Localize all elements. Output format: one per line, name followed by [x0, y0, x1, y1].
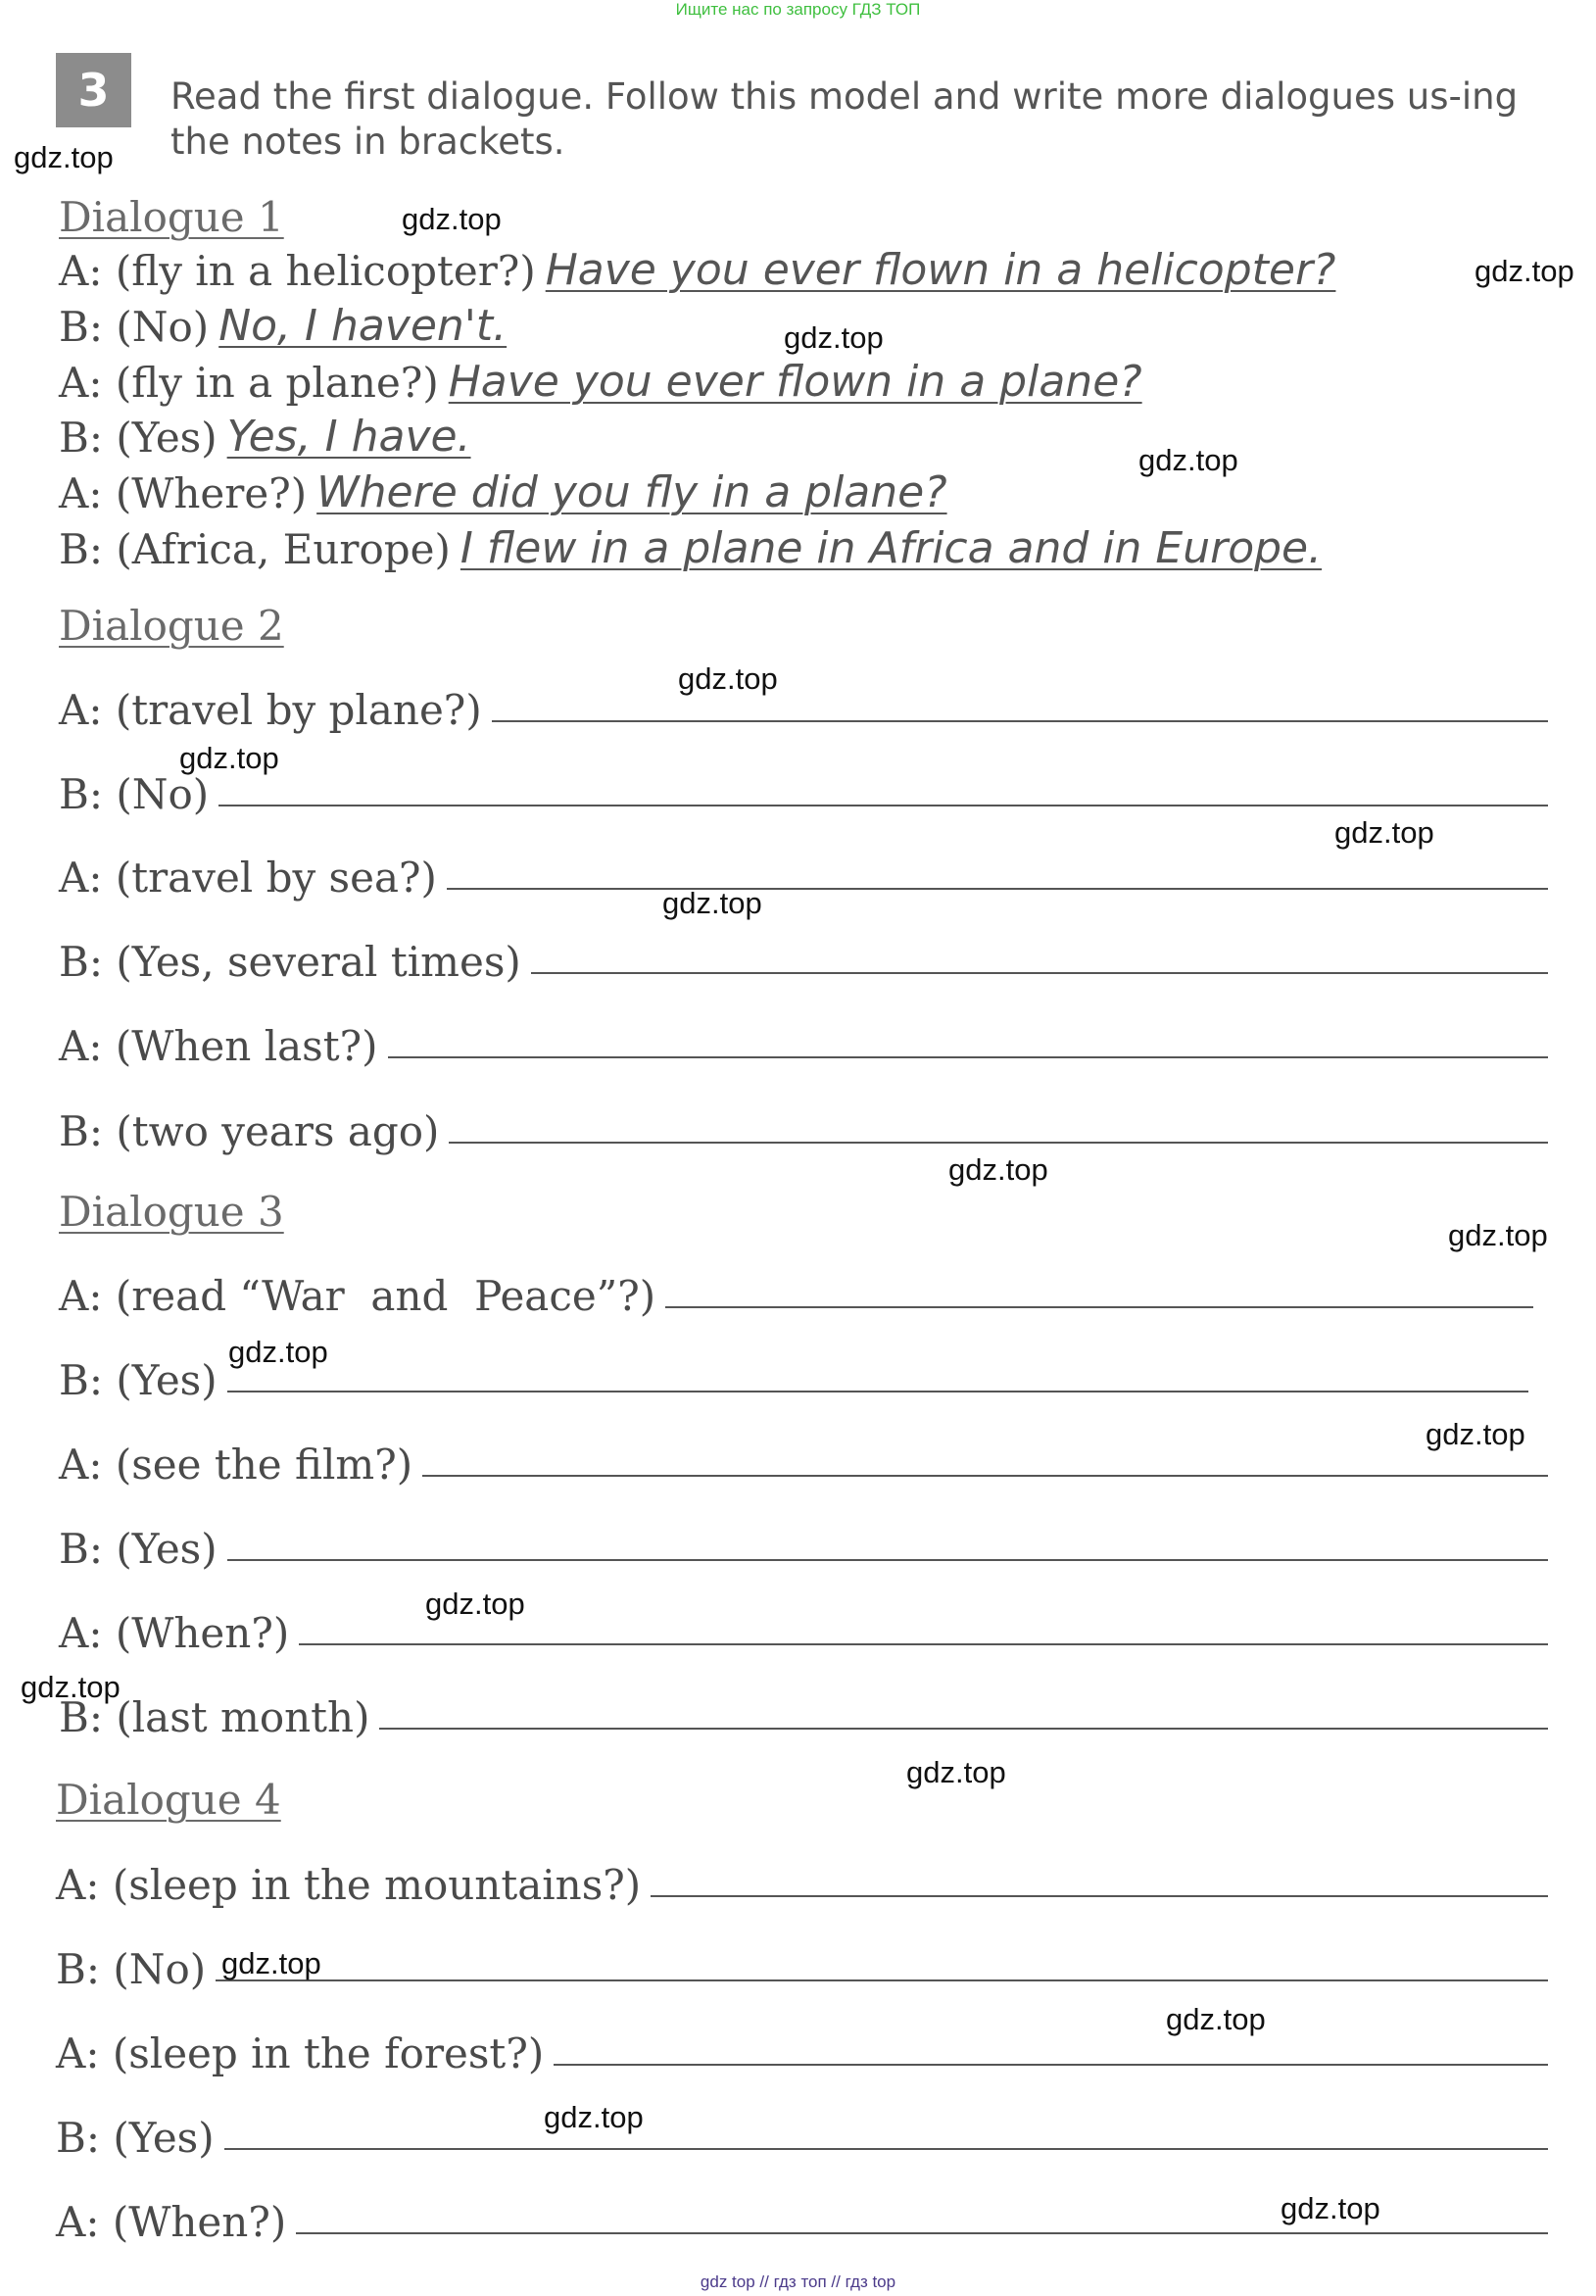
dialogue-2-heading: Dialogue 2: [59, 602, 284, 650]
answer-blank-line: [227, 1390, 1528, 1392]
answer-blank-line: [665, 1305, 1533, 1308]
dialogue-line-prompt: B: (Yes): [59, 1356, 218, 1404]
dialogue-line-answer: Yes, I have.: [226, 412, 471, 462]
footer: gdz top // гдз топ // гдз top: [700, 2272, 896, 2291]
watermark: gdz.top: [402, 202, 502, 236]
dialogue-line-prompt: B: (Yes): [59, 414, 218, 462]
answer-blank-line: [227, 1558, 1548, 1561]
dialogue-4-line-4: [56, 2114, 1548, 2162]
watermark: gdz.top: [906, 1755, 1006, 1789]
dialogue-line-prompt: A: (fly in a plane?): [59, 359, 439, 407]
task-instruction: Read the first dialogue. Follow this model and write more dialogues us-ing the notes in brackets.: [170, 75, 1519, 163]
dialogue-line-prompt: B: (Yes): [59, 1525, 218, 1573]
watermark: gdz.top: [662, 886, 762, 920]
answer-blank-line: [224, 2147, 1548, 2150]
dialogue-4-line-3: [56, 2029, 1548, 2077]
answer-blank-line: [531, 971, 1548, 974]
dialogue-3-line-3: [59, 1441, 1548, 1489]
dialogue-line-prompt: B: (No): [59, 770, 210, 818]
dialogue-2-line-5: [59, 1022, 1548, 1070]
watermark: gdz.top: [228, 1335, 328, 1369]
dialogue-1-line-5: [59, 467, 1548, 517]
dialogue-line-prompt: B: (two years ago): [59, 1107, 440, 1155]
dialogue-3-line-6: [59, 1693, 1548, 1741]
dialogue-line-prompt: B: (Yes, several times): [59, 938, 521, 986]
dialogue-3-line-4: [59, 1525, 1548, 1573]
dialogue-line-answer: Where did you fly in a plane?: [316, 467, 947, 517]
dialogue-2-line-6: [59, 1107, 1548, 1155]
dialogue-2-line-1: [59, 686, 1548, 734]
dialogue-line-answer: Have you ever flown in a helicopter?: [545, 245, 1336, 295]
dialogue-3-heading: Dialogue 3: [59, 1188, 284, 1236]
watermark: gdz.top: [1426, 1417, 1525, 1451]
dialogue-1-heading: Dialogue 1: [59, 193, 284, 241]
watermark: gdz.top: [21, 1670, 121, 1704]
watermark: gdz.top: [179, 741, 279, 775]
dialogue-2-line-3: [59, 854, 1548, 902]
dialogue-2-line-4: [59, 938, 1548, 986]
dialogue-1-line-3: [59, 357, 1548, 407]
answer-blank-line: [296, 2231, 1548, 2234]
dialogue-line-prompt: A: (When?): [56, 2198, 287, 2246]
dialogue-line-prompt: A: (sleep in the forest?): [56, 2029, 545, 2077]
watermark: gdz.top: [1281, 2191, 1380, 2225]
dialogue-line-prompt: A: (When?): [59, 1609, 290, 1657]
watermark: gdz.top: [948, 1152, 1048, 1187]
dialogue-line-prompt: A: (see the film?): [59, 1441, 413, 1489]
dialogue-line-prompt: A: (fly in a helicopter?): [59, 247, 536, 295]
dialogue-line-prompt: B: (No): [56, 1945, 207, 1993]
dialogue-1-line-6: [59, 523, 1548, 573]
watermark: gdz.top: [425, 1587, 525, 1621]
dialogue-2-line-2: [59, 770, 1548, 818]
answer-blank-line: [218, 804, 1548, 806]
watermark: gdz.top: [221, 1946, 321, 1980]
dialogue-1-line-4: [59, 412, 1548, 462]
answer-blank-line: [379, 1727, 1548, 1730]
answer-blank-line: [422, 1474, 1548, 1477]
watermark: gdz.top: [544, 2100, 644, 2134]
answer-blank-line: [388, 1055, 1549, 1058]
watermark: gdz.top: [1475, 254, 1574, 288]
answer-blank-line: [447, 887, 1548, 890]
dialogue-4-heading: Dialogue 4: [56, 1776, 281, 1824]
task-number-badge: 3: [56, 53, 131, 127]
dialogue-line-prompt: A: (travel by sea?): [59, 854, 437, 902]
dialogue-line-prompt: B: (No): [59, 303, 210, 351]
dialogue-line-prompt: A: (travel by plane?): [59, 686, 482, 734]
answer-blank-line: [216, 1978, 1548, 1981]
dialogue-line-prompt: B: (last month): [59, 1693, 370, 1741]
dialogue-line-prompt: A: (read “War and Peace”?): [59, 1272, 656, 1320]
dialogue-line-answer: No, I haven't.: [218, 301, 508, 351]
watermark: gdz.top: [784, 320, 884, 355]
answer-blank-line: [492, 719, 1548, 722]
watermark: gdz.top: [1166, 2002, 1266, 2036]
dialogue-line-prompt: A: (When last?): [59, 1022, 378, 1070]
answer-blank-line: [554, 2063, 1548, 2066]
watermark: gdz.top: [1334, 815, 1434, 850]
dialogue-3-line-5: [59, 1609, 1548, 1657]
dialogue-line-answer: I flew in a plane in Africa and in Europe.: [459, 523, 1323, 573]
dialogue-3-line-1: [59, 1272, 1533, 1320]
dialogue-line-answer: Have you ever flown in a plane?: [448, 357, 1142, 407]
dialogue-1-line-1: [59, 245, 1548, 295]
answer-blank-line: [651, 1894, 1548, 1897]
dialogue-4-line-1: [56, 1861, 1548, 1909]
watermark: gdz.top: [14, 140, 114, 174]
answer-blank-line: [449, 1141, 1548, 1144]
top-banner: Ищите нас по запросу ГДЗ ТОП: [675, 0, 921, 19]
watermark: gdz.top: [1448, 1218, 1548, 1252]
dialogue-line-prompt: B: (Yes): [56, 2114, 215, 2162]
dialogue-line-prompt: A: (sleep in the mountains?): [56, 1861, 642, 1909]
watermark: gdz.top: [1138, 443, 1238, 477]
dialogue-line-prompt: A: (Where?): [59, 469, 308, 517]
dialogue-line-prompt: B: (Africa, Europe): [59, 525, 451, 573]
watermark: gdz.top: [678, 661, 778, 696]
answer-blank-line: [299, 1642, 1548, 1645]
